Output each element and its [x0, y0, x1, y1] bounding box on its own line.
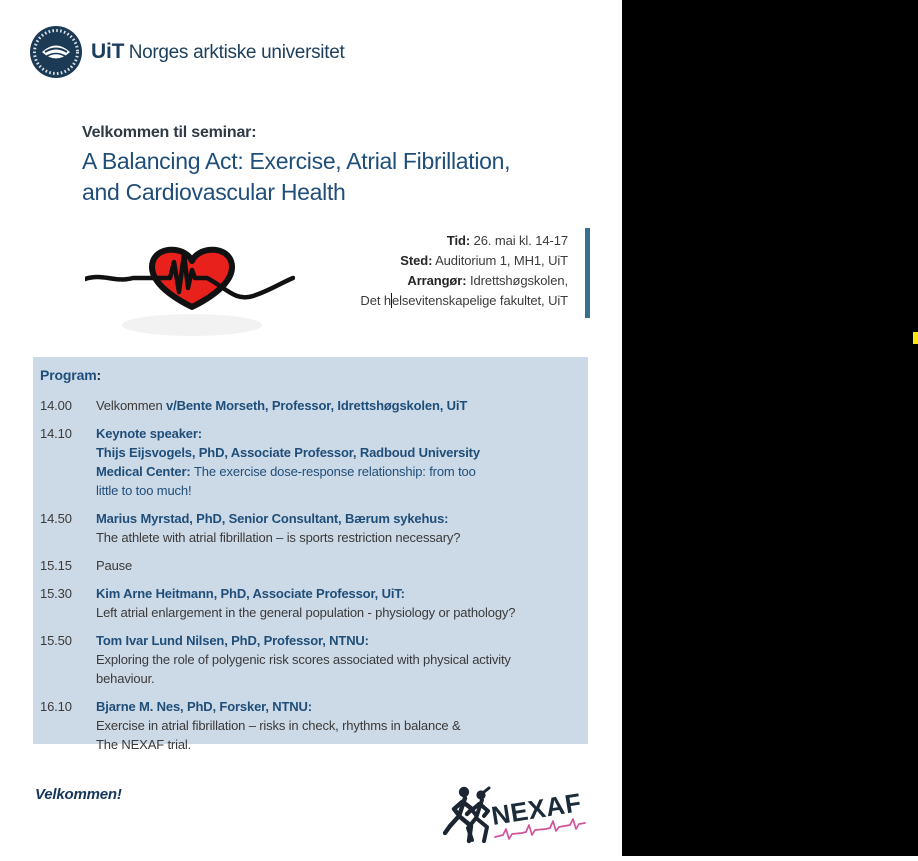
program-entry: [96, 556, 582, 575]
entry-text: The NEXAF trial.: [96, 737, 192, 752]
detail-label: Arrangør:: [407, 273, 467, 288]
entry-text: Velkommen: [96, 398, 167, 413]
program-row: [40, 509, 582, 547]
seminar-title-line1: A Balancing Act: Exercise, Atrial Fibrillation,: [82, 148, 511, 174]
program-heading: [40, 366, 582, 385]
entry-speaker: v/Bente Morseth, Professor, Idrettshøgskolen, UiT: [166, 398, 468, 413]
program-entry: [96, 509, 582, 547]
detail-row-organizer: [250, 271, 568, 291]
detail-label: Sted:: [400, 253, 433, 268]
detail-label: Tid:: [446, 233, 471, 248]
entry-text: Pause: [96, 558, 133, 573]
entry-text: The athlete with atrial fibrillation – is sports restriction necessary?: [96, 530, 461, 545]
detail-row-place: [250, 251, 568, 271]
brand-acronym: UiT: [91, 40, 125, 63]
entry-text: Exploring the role of polygenic risk scores associated with physical activity: [96, 652, 511, 667]
header-brand: [30, 26, 344, 78]
program-entry: [96, 697, 582, 754]
program-heading-colon: :: [96, 367, 102, 383]
program-time: 16.10: [40, 699, 72, 714]
nexaf-wordmark: NEXAF: [489, 787, 584, 831]
entry-text: Medical Center: The exercise dose-response relationship: from too: [96, 464, 476, 479]
detail-value: Det h: [360, 293, 391, 308]
entry-text: Left atrial enlargement in the general population - physiology or pathology?: [96, 605, 516, 620]
farewell-text: Velkommen!: [35, 786, 122, 803]
entry-text: behaviour.: [96, 671, 155, 686]
program-heading-label: Program: [40, 367, 97, 383]
program-time: 14.10: [40, 426, 72, 441]
program-row: [40, 584, 582, 622]
detail-row-time: [250, 231, 568, 251]
detail-value: 26. mai kl. 14-17: [470, 233, 568, 248]
brand-name: Norges arktiske universitet: [128, 42, 345, 63]
program-row: [40, 556, 582, 575]
program-block: [33, 357, 588, 752]
event-details: [250, 231, 568, 311]
program-entry: [96, 396, 582, 415]
scroll-marker[interactable]: [913, 332, 918, 344]
program-entry: [96, 424, 582, 500]
entry-speaker: Marius Myrstad, PhD, Senior Consultant, Bærum sykehus:: [96, 511, 449, 526]
offscreen-black-region: [622, 0, 918, 856]
seminar-kicker: Velkommen til seminar:: [82, 124, 257, 141]
seminar-title: [82, 146, 510, 208]
program-time: 15.15: [40, 558, 72, 573]
program-entry: [96, 631, 582, 688]
detail-row-faculty: [250, 291, 568, 311]
entry-speaker: Kim Arne Heitmann, PhD, Associate Professor, UiT:: [96, 586, 405, 601]
program-entry: [96, 584, 582, 622]
entry-speaker: Tom Ivar Lund Nilsen, PhD, Professor, NTNU:: [96, 633, 369, 648]
entry-keynote-label: Keynote speaker:: [96, 426, 202, 441]
program-time: 14.00: [40, 398, 72, 413]
uit-crest-icon: [30, 26, 82, 78]
nexaf-runners-icon: [443, 783, 588, 845]
program-row: [40, 697, 582, 754]
program-row: [40, 631, 582, 688]
detail-value: elsevitenskapelige fakultet, UiT: [391, 293, 568, 308]
detail-value: Auditorium 1, MH1, UiT: [432, 253, 568, 268]
detail-value: Idrettshøgskolen,: [466, 273, 568, 288]
brand-text: [91, 40, 344, 64]
entry-speaker: Bjarne M. Nes, PhD, Forsker, NTNU:: [96, 699, 312, 714]
program-row: [40, 396, 582, 415]
seminar-title-line2: and Cardiovascular Health: [82, 179, 346, 205]
entry-text: little to too much!: [96, 483, 192, 498]
entry-text: Exercise in atrial fibrillation – risks in check, rhythms in balance &: [96, 718, 461, 733]
program-time: 15.30: [40, 586, 72, 601]
program-row: [40, 424, 582, 500]
accent-bar: [585, 228, 590, 318]
program-time: 14.50: [40, 511, 72, 526]
program-time: 15.50: [40, 633, 72, 648]
entry-speaker: Thijs Eijsvogels, PhD, Associate Professor, Radboud University: [96, 445, 480, 460]
